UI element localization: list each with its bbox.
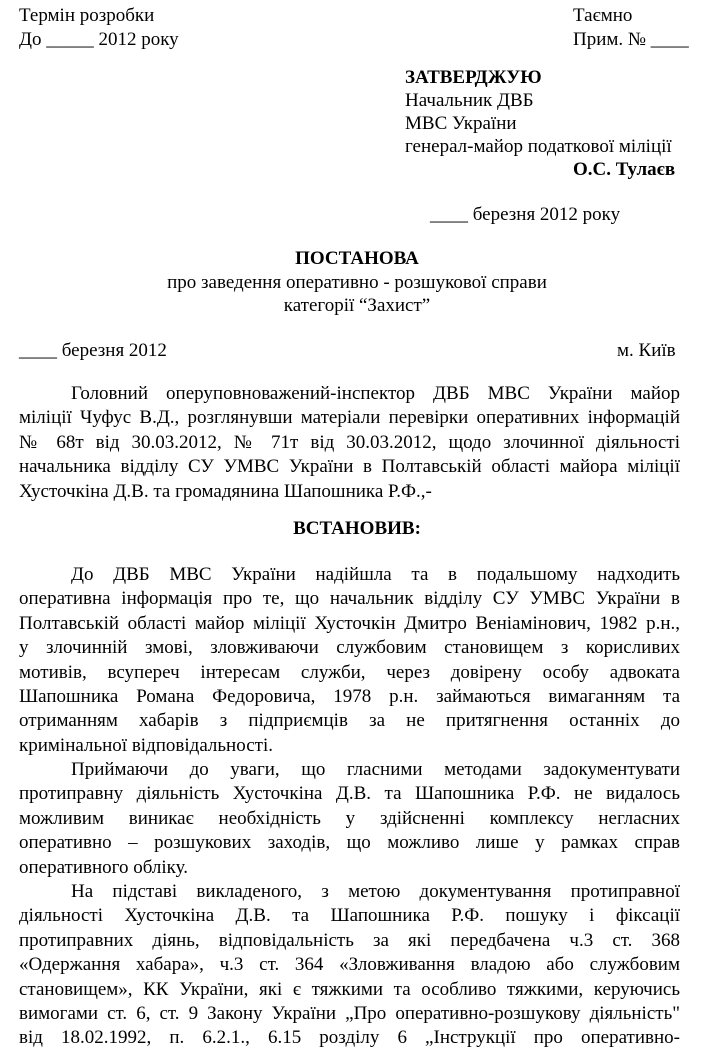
paragraph-line: протиправних діянь, відповідальність за які передбачена ч.3 ст. 368 — [19, 929, 680, 951]
paragraph-line: оперативного обліку. — [19, 856, 188, 878]
approval-title: ЗАТВЕРДЖУЮ — [405, 67, 542, 88]
copy-number: Прим. № ____ — [573, 29, 689, 50]
document-date: ____ березня 2012 — [19, 340, 167, 361]
intro-line: Хусточкіна Д.В. та громадянина Шапошника Р.Ф.,- — [19, 480, 432, 502]
paragraph-1 — [19, 563, 680, 758]
approval-line-1: Начальник ДВБ — [405, 90, 534, 111]
paragraph-line: На підставі викладеного, з метою документування протиправної — [71, 881, 680, 902]
paragraph-line: отриманням хабарів з підприємців за не притягнення останніх до — [19, 710, 680, 732]
approval-line-3: генерал-майор податкової міліції — [405, 136, 672, 157]
document-subtitle-2: категорії “Захист” — [283, 295, 431, 316]
paragraph-line: До ДВБ МВС України надійшла та в подальшому надходить — [71, 564, 680, 585]
paragraph-line: мотивів, всупереч інтересам служби, через довірену особу адвоката — [19, 661, 680, 683]
intro-paragraph — [19, 382, 680, 504]
intro-line: міліції Чуфус В.Д., розглянувши матеріали перевірки оперативних інформацій — [19, 407, 680, 429]
paragraph-line: кримінальної відповідальності. — [19, 734, 273, 756]
paragraph-line: протиправну діяльність Хусточкіна Д.В. та Шапошника Р.Ф. не видалось — [19, 783, 680, 805]
paragraph-line: вимогами ст. 6, ст. 9 Закону України „Про оперативно-розшукову діяльність" — [19, 1003, 680, 1025]
document-subtitle-1: про заведення оперативно - розшукової справи — [167, 272, 547, 293]
paragraph-line: у злочинній змові, зловживаючи службовим становищем з корисливих — [19, 637, 680, 659]
approval-line-2: МВС України — [405, 113, 517, 134]
deadline-value: До _____ 2012 року — [19, 29, 179, 50]
paragraph-line: від 18.02.1992, п. 6.2.1., 6.15 розділу 6 „Інструкції про оперативно- — [19, 1027, 680, 1049]
established-heading: ВСТАНОВИВ: — [293, 518, 421, 539]
paragraph-line: становищем», КК України, які є тяжкими та особливо тяжкими, керуючись — [19, 978, 680, 1000]
document-title: ПОСТАНОВА — [295, 248, 419, 269]
paragraph-line: Полтавській області майор міліції Хусточкін Дмитро Веніамінович, 1982 р.н., — [19, 612, 680, 634]
document-city: м. Київ — [617, 340, 676, 361]
paragraph-line: оперативна інформація про те, що начальник відділу СУ УМВС України в — [19, 588, 680, 610]
approval-date: ____ березня 2012 року — [430, 204, 621, 225]
paragraph-3 — [19, 880, 680, 1051]
paragraph-2 — [19, 758, 680, 880]
paragraph-line: Приймаючи до уваги, що гласними методами задокументувати — [71, 759, 680, 780]
deadline-label: Термін розробки — [19, 5, 155, 26]
intro-line: начальника відділу СУ УМВС України в Полтавській області майора міліції — [19, 456, 680, 478]
approval-signatory: О.С. Тулаєв — [573, 159, 676, 180]
paragraph-line: Шапошника Романа Федоровича, 1978 р.н. займаються вимаганням та — [19, 686, 680, 708]
secret-label: Таємно — [573, 5, 633, 26]
intro-line: Головний оперуповноважений-інспектор ДВБ МВС України майор — [71, 383, 680, 404]
paragraph-line: оперативно – розшукових заходів, що можливо лише у рамках справ — [19, 832, 680, 854]
paragraph-line: «Одержання хабара», ч.3 ст. 364 «Зловживання владою або службовим — [19, 954, 680, 976]
intro-line: № 68т від 30.03.2012, № 71т від 30.03.2012, щодо злочинної діяльності — [19, 431, 680, 453]
paragraph-line: діяльності Хусточкіна Д.В. та Шапошника Р.Ф. пошуку і фіксації — [19, 905, 680, 927]
paragraph-line: можливим виникає необхідність у здійсненні комплексу негласних — [19, 807, 680, 829]
